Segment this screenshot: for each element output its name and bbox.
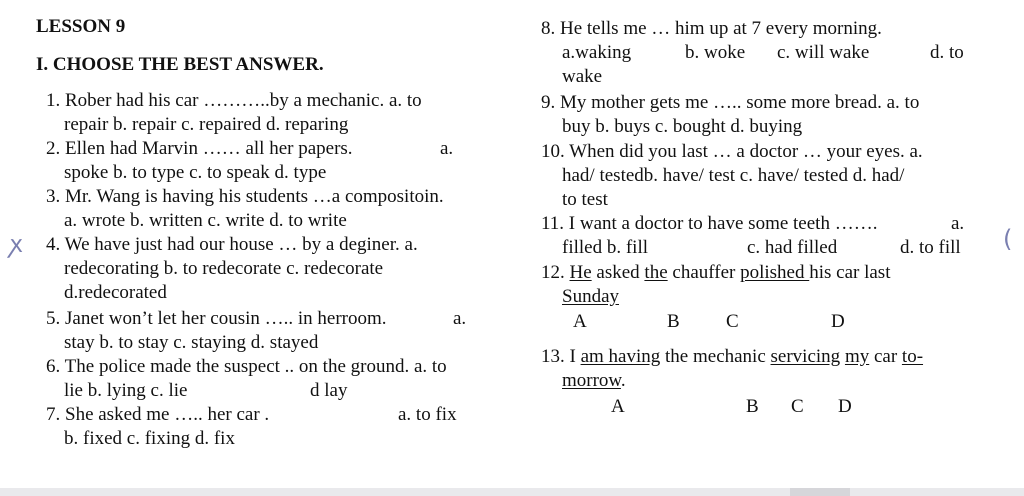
q3-line1: 3. Mr. Wang is having his students …a compositoin. xyxy=(46,186,444,207)
q13-text-1: 13. I xyxy=(541,346,581,367)
lesson-title: LESSON 9 xyxy=(36,16,126,37)
q12-underline-a: He xyxy=(569,262,592,283)
q12-text-2: chauffer xyxy=(667,262,741,283)
q3-line2: a. wrote b. written c. write d. to write xyxy=(64,210,347,231)
q1-line2: repair b. repair c. repaired d. reparing xyxy=(64,114,349,135)
q13-label-d: D xyxy=(838,396,852,417)
q13-underline-b: servicing xyxy=(770,346,841,367)
q1-line1: 1. Rober had his car ………..by a mechanic. a. to xyxy=(46,90,422,111)
handwritten-mark-left: ꭗ xyxy=(10,230,23,258)
q12-label-b: B xyxy=(667,311,680,332)
q10-line1: 10. When did you last … a doctor … your eyes. a. xyxy=(541,141,923,162)
q5-line2: stay b. to stay c. staying d. stayed xyxy=(64,332,319,353)
q11-line1: 11. I want a doctor to have some teeth ……. xyxy=(541,213,878,234)
q13-underline-d-cont: morrow xyxy=(562,370,621,391)
q12-label-c: C xyxy=(726,311,739,332)
q13-label-a: A xyxy=(611,396,625,417)
q4-line1: 4. We have just had our house … by a deginer. a. xyxy=(46,234,418,255)
q13-underline-d: to- xyxy=(901,346,924,367)
scroll-thumb[interactable] xyxy=(790,488,850,496)
q11-option-a: a. xyxy=(951,213,965,234)
q8-option-c: c. will wake xyxy=(777,42,870,63)
q2-option-a: a. xyxy=(440,138,454,159)
q4-line2: redecorating b. to redecorate c. redecorate xyxy=(64,258,384,279)
handwritten-mark-right: ( xyxy=(1003,225,1013,253)
q13-line2 xyxy=(562,370,626,392)
q10-line2: had/ testedb. have/ test c. have/ tested d. had/ xyxy=(562,165,905,186)
q2-line1: 2. Ellen had Marvin …… all her papers. xyxy=(46,138,353,159)
q9-line1: 9. My mother gets me ….. some more bread. a. to xyxy=(541,92,920,113)
q4-line3: d.redecorated xyxy=(64,282,167,303)
bottom-scroll-bar xyxy=(0,488,1024,496)
q8-option-a: a.waking xyxy=(562,42,632,63)
q13-underline-a: am having xyxy=(580,346,661,367)
q11-option-c: c. had filled xyxy=(747,237,838,258)
q11-line2: filled b. fill xyxy=(562,237,649,258)
q7-line2: b. fixed c. fixing d. fix xyxy=(64,428,235,449)
q12-underline-b: the xyxy=(644,262,668,283)
q2-line2: spoke b. to type c. to speak d. type xyxy=(64,162,327,183)
section-title: I. CHOOSE THE BEST ANSWER. xyxy=(36,54,324,75)
q13-underline-c: my xyxy=(844,346,870,367)
q9-line2: buy b. buys c. bought d. buying xyxy=(562,116,803,137)
q8-option-b: b. woke xyxy=(685,42,746,63)
q12-underline-d: Sunday xyxy=(562,286,619,307)
q8-option-d: d. to xyxy=(930,42,964,63)
q12-label-a: A xyxy=(573,311,587,332)
q12-number: 12. xyxy=(541,262,570,283)
q7-option-a: a. to fix xyxy=(398,404,457,425)
q12-text-3: his car last xyxy=(809,262,891,283)
q7-line1: 7. She asked me ….. her car . xyxy=(46,404,270,425)
q6-line1: 6. The police made the suspect .. on the ground. a. to xyxy=(46,356,447,377)
q8-line1: 8. He tells me … him up at 7 every morning. xyxy=(541,18,882,39)
q12-text-1: asked xyxy=(591,262,645,283)
q13-label-c: C xyxy=(791,396,804,417)
q5-option-a: a. xyxy=(453,308,467,329)
q10-line3: to test xyxy=(562,189,608,210)
q13-label-b: B xyxy=(746,396,759,417)
q5-line1: 5. Janet won’t let her cousin ….. in herroom. xyxy=(46,308,387,329)
q13-line1 xyxy=(541,346,923,368)
q13-period: . xyxy=(620,370,626,391)
q12-line2 xyxy=(562,286,619,308)
q12-label-d: D xyxy=(831,311,845,332)
q12-line1 xyxy=(541,262,890,284)
q12-underline-c: polished xyxy=(740,262,810,283)
q8-line3: wake xyxy=(562,66,603,87)
q13-text-4: car xyxy=(869,346,902,367)
q6-line2: lie b. lying c. lie xyxy=(64,380,188,401)
q13-text-2: the mechanic xyxy=(660,346,771,367)
q6-option-d: d lay xyxy=(310,380,348,401)
q11-option-d: d. to fill xyxy=(900,237,961,258)
